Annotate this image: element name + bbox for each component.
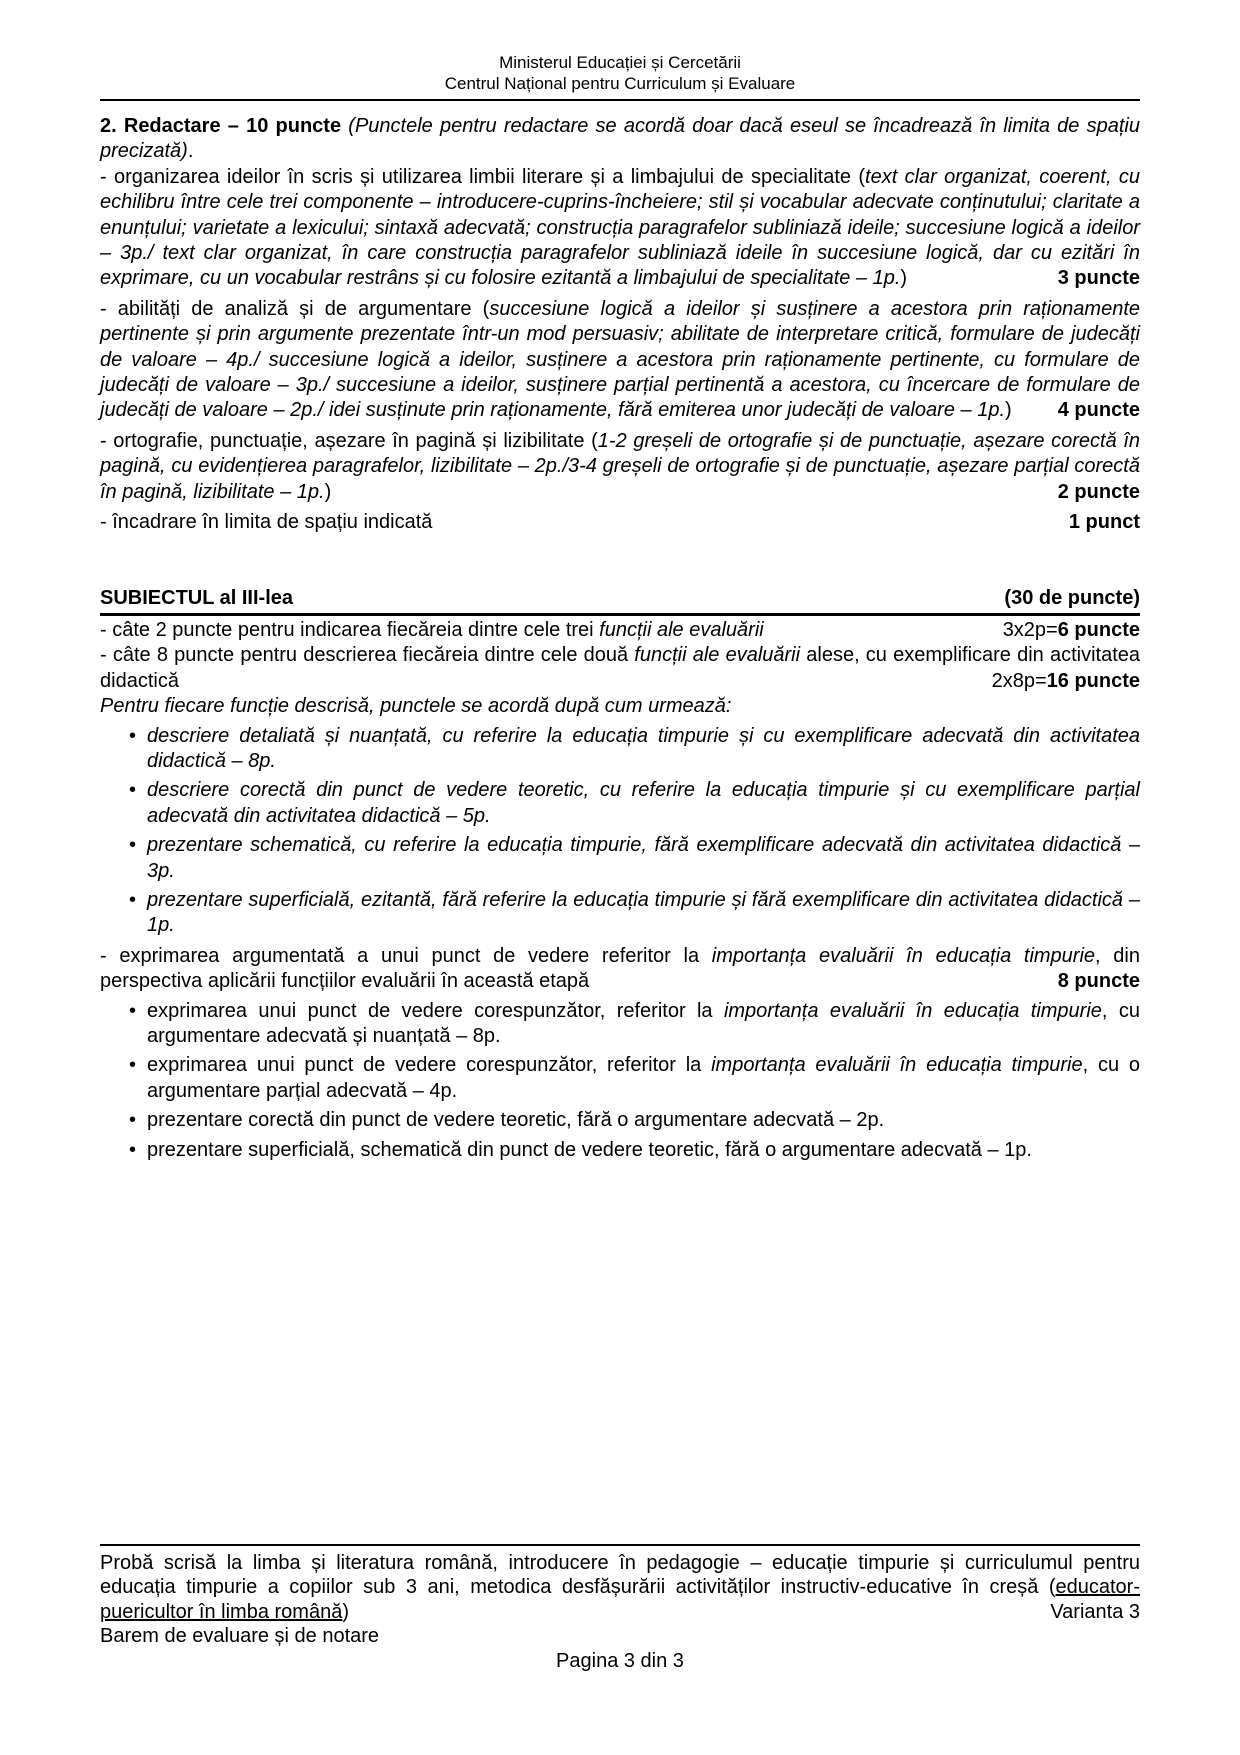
rubric-item-organizare — [100, 165, 1140, 292]
points-value: 2 puncte — [1057, 480, 1140, 503]
points-value: 1 punct — [1068, 511, 1140, 534]
scoring-item-text: - exprimarea argumentată a unui punct de vedere referitor la importanța evaluării în educația timpurie, din perspectiva aplicării funcțiilor evaluării în această etapă — [100, 944, 1140, 993]
bullet-item — [100, 1108, 1140, 1133]
variant-label: Varianta 3 — [1050, 1600, 1140, 1623]
section3 — [100, 586, 1140, 1164]
points-value: 2x8p=16 puncte — [991, 669, 1140, 692]
scoring-item-exprimare — [100, 944, 1140, 995]
bullet-text: prezentare superficială, ezitantă, fără referire la educația timpurie și fără exemplificare din activitatea didactică – 1p. — [147, 888, 1140, 937]
center-line: Centrul Național pentru Curriculum și Evaluare — [444, 74, 796, 93]
rubric-item-text: - încadrare în limita de spațiu indicată — [100, 511, 433, 534]
bullet-item — [100, 888, 1140, 939]
rubric-item-text: - ortografie, punctuație, așezare în pagină și lizibilitate (1-2 greșeli de ortografie și de punctuație, așezare corectă în pagină, cu evidențierea paragrafelor, lizibilitate – 2p./3-4 greșeli de ortografie și de punctuație, așezare parțial corectă în pagină, lizibilitate – 1p.) — [100, 429, 1141, 503]
points-value: 3x2p=6 puncte — [1002, 618, 1140, 641]
bullet-item — [100, 999, 1140, 1050]
rubric-item-abilitati — [100, 297, 1140, 424]
points-value: 4 puncte — [1057, 399, 1140, 422]
rubric-item-text: - organizarea ideilor în scris și utilizarea limbii literare și a limbajului de specialitate (text clar organizat, coerent, cu echilibru între cele trei componente – introducere-cuprins-încheiere; stil și vocabular adecvate conținutului; claritate a enunțului; varietate a lexicului; sintaxă adecvată; construcția paragrafelor subliniază ideile; succesiune logică a ideilor – 3p./ text clar organizat, în care construcția paragrafelor subliniază ideile în succesiune logică, dar cu ezitări în exprimare, cu un vocabular restrâns și cu folosire ezitantă a limbajului de specialitate – 1p.) — [100, 165, 1140, 290]
bullet-item — [100, 833, 1140, 884]
bullet-icon: • — [129, 724, 137, 747]
points-value: 3 puncte — [1057, 267, 1140, 290]
section2-heading: 2. Redactare – 10 puncte (Punctele pentru redactare se acordă doar dacă eseul se încadrează în limita de spațiu precizată). — [100, 115, 1140, 163]
footer-exam-description: Probă scrisă la limba și literatura română, introducere în pedagogie – educație timpurie și curriculumul pentru educația timpurie a copiilor sub 3 ani, metodica desfășurării activităților instructiv-educative în creșă (educator-puericultor în limba română) — [100, 1552, 1140, 1623]
barem-label: Barem de evaluare și de notare — [100, 1624, 380, 1647]
bullet-item — [100, 724, 1140, 775]
page-header — [100, 52, 1140, 94]
bullet-item — [100, 778, 1140, 829]
bullet-item — [100, 1138, 1140, 1163]
scoring-item-indicare — [100, 618, 1140, 643]
rubric-item-ortografie — [100, 429, 1140, 505]
bullet-icon: • — [129, 1138, 137, 1161]
bullet-text: descriere detaliată și nuanțată, cu referire la educația timpurie și cu exemplificare adecvată din activitatea didactică – 8p. — [147, 724, 1140, 772]
scoring-item-descriere — [100, 643, 1140, 694]
bullet-text: prezentare schematică, cu referire la educația timpurie, fără exemplificare adecvată din activitatea didactică – 3p. — [147, 834, 1140, 882]
bullet-icon: • — [129, 834, 137, 857]
ministry-line: Ministerul Educației și Cercetării — [499, 53, 741, 72]
rubric-item-text: - abilități de analiză și de argumentare (succesiune logică a ideilor și susținere a acestora prin raționamente pertinente și prin argumente prezentate într-un mod persuasiv; abilitate de interpretare critică, formulare de judecăți de valoare – 4p./ succesiune logică a ideilor, susținere a acestora prin raționamente pertinente, cu formulare de judecăți de valoare – 3p./ succesiune a ideilor, susținere parțial pertinentă a acestora, cu încercare de formulare de judecăți de valoare – 2p./ idei susținute prin raționamente, fără emiterea unor judecăți de valoare – 1p.) — [100, 297, 1141, 422]
footer-paragraph — [100, 1551, 1140, 1624]
page-footer — [100, 1544, 1140, 1673]
header-divider — [100, 99, 1140, 101]
bullet-icon: • — [129, 999, 137, 1022]
bullet-text: descriere corectă din punct de vedere teoretic, cu referire la educația timpurie și cu exemplificare parțial adecvată din activitatea didactică – 5p. — [147, 779, 1140, 827]
bullet-icon: • — [129, 779, 137, 802]
bullet-icon: • — [129, 1054, 137, 1077]
section3-title-row — [100, 586, 1140, 616]
scoring-item-text: - câte 2 puncte pentru indicarea fiecăreia dintre cele trei funcții ale evaluării — [100, 618, 764, 641]
document-body — [100, 114, 1140, 1163]
bullet-icon: • — [129, 888, 137, 911]
bullet-text: prezentare superficială, schematică din punct de vedere teoretic, fără o argumentare adecvată – 1p. — [147, 1138, 1032, 1161]
scoring-item-text: - câte 8 puncte pentru descrierea fiecăreia dintre cele două funcții ale evaluării alese, cu exemplificare din activitatea didactică — [100, 644, 1141, 692]
bullet-text: prezentare corectă din punct de vedere teoretic, fără o argumentare adecvată – 2p. — [147, 1109, 885, 1132]
bullet-text: exprimarea unui punct de vedere corespunzător, referitor la importanța evaluării în educația timpurie, cu o argumentare parțial adecvată – 4p. — [147, 1054, 1140, 1102]
section3-intro: Pentru fiecare funcție descrisă, punctele se acordă după cum urmează: — [100, 695, 732, 718]
rubric-item-incadrare — [100, 510, 1140, 535]
section3-points: (30 de puncte) — [1004, 586, 1140, 609]
section3-title: SUBIECTUL al III-lea — [100, 586, 294, 609]
bullet-text: exprimarea unui punct de vedere corespunzător, referitor la importanța evaluării în educația timpurie, cu argumentare adecvată și nuanțată – 8p. — [147, 999, 1140, 1047]
page-number: Pagina 3 din 3 — [556, 1650, 684, 1673]
bullet-icon: • — [129, 1109, 137, 1132]
points-value: 8 puncte — [1057, 970, 1140, 993]
bullet-item — [100, 1053, 1140, 1104]
